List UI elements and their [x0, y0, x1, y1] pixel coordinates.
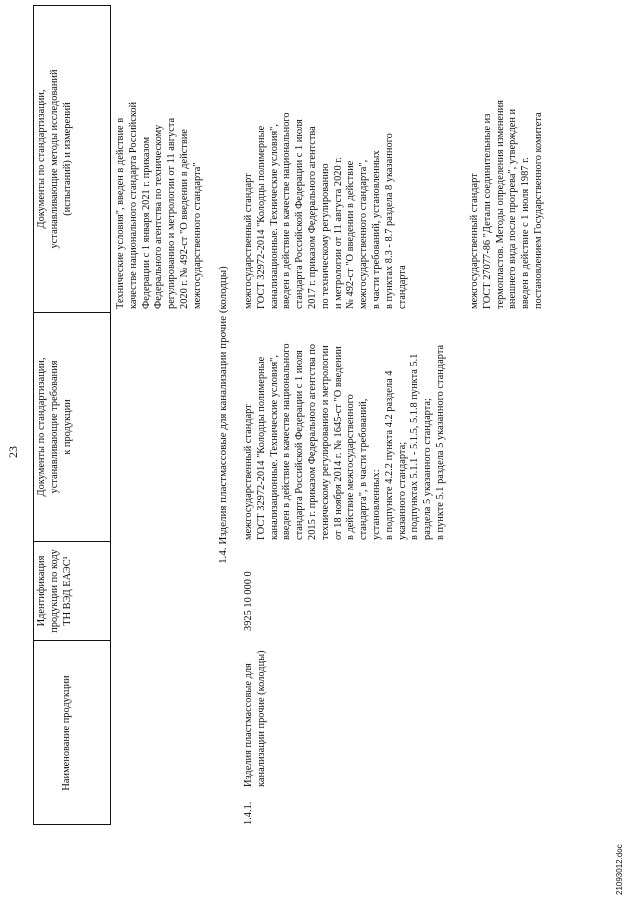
table-left-border: [33, 824, 111, 825]
item-methods-text-2: межгосударственный стандарт ГОСТ 27077-86 "Детали соединительные из термопластов. Методы определения изменения внешнего вида после прогрева", утвержден и введен в действие с 1 июля 1987 г. постановлением Государственного комитета: [469, 100, 544, 309]
header-product-name: Наименование продукции: [61, 675, 72, 791]
section-title: 1.4. Изделия пластмассовые для канализации прочие (колодцы): [217, 266, 229, 564]
header-methods-standards: Документы по стандартизации, устанавливающие методы исследований (испытаний) и измерений: [36, 69, 73, 249]
item-methods-text-1: межгосударственный стандарт ГОСТ 32972-2014 "Колодцы полимерные канализационные. Технические условия", введен в действие в качестве национального стандарта Российской Федерации с 1 июля 2017 г. приказом Федерального агентства по техническому регулированию и метрологии от 11 августа 2020 г. № 492-ст "О введении в действие межгосударственного стандарта", в части требований, установленных в пунктах 8.3 - 8.7 раздела 8 указанного стандарта: [243, 112, 408, 309]
column-divider-3: [33, 312, 111, 313]
standards-table: [33, 5, 593, 825]
item-requirements-text: межгосударственный стандарт ГОСТ 32972-2014 "Колодцы полимерные канализационные. Технические условия", введен в действие в качестве национального стандарта Российской Федерации с 1 июля 2015 г. приказом Федерального агентства по техническому регулированию и метрологии от 18 ноября 2014 г. № 1645-ст "О введении в действие межгосударственного стандарта", в части требований, установленных: в подпункте 4.2.2 пункта 4.2 раздела 4 указанного стандарта; в подпунктах 5.1.1 - 5.1.5, 5.1.8 пункта 5.1 раздела 5 указанного стандарта; в пункте 5.1 раздела 5 указанного стандарта: [243, 343, 446, 540]
column-divider-2: [33, 541, 111, 542]
item-tn-ved-code: 3925 10 000 0: [243, 571, 254, 631]
table-top-border: [33, 5, 34, 825]
page-number: 23: [6, 446, 20, 458]
continuation-methods-text: Технические условия", введен в действие в качестве национального стандарта Российской Федерации с 1 января 2021 г. приказом Федерального агентства по техническому регулированию и метрологии от 11 августа 2020 г. № 492-ст "О введении в действие межгосударственного стандарта": [115, 101, 203, 309]
table-header-bottom-border: [110, 5, 111, 825]
header-requirements-standards: Документы по стандартизации, устанавливающие требования к продукции: [36, 357, 73, 497]
item-product-name: Изделия пластмассовые для канализации прочие (колодцы): [243, 650, 267, 787]
document-code: 21093012.doc: [615, 844, 624, 895]
column-divider-1: [33, 640, 111, 641]
table-right-border: [33, 5, 111, 6]
header-tn-ved-code: Идентификация продукции по коду ТН ВЭД ЕАЭС¹: [36, 549, 73, 633]
item-number: 1.4.1.: [243, 801, 254, 825]
